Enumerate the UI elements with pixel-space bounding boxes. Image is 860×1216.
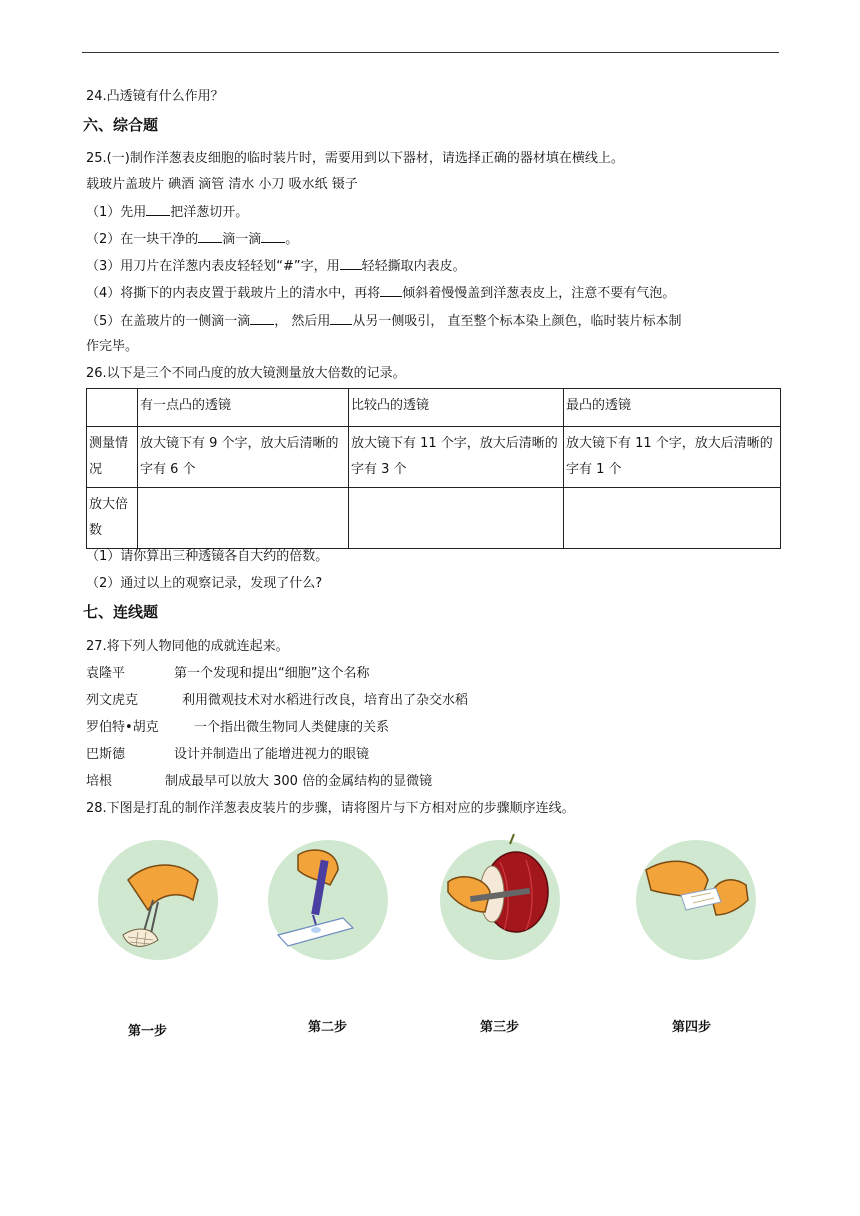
step-label[interactable]: 第三步 — [480, 1020, 520, 1035]
answer-blank[interactable] — [250, 312, 274, 325]
question-27-title: 27.将下列人物同他的成就连起来。 — [86, 639, 289, 654]
achievement[interactable]: 利用微观技术对水稻进行改良，培育出了杂交水稻 — [182, 693, 469, 708]
achievement[interactable]: 制成最早可以放大 300 倍的金属结构的显微镜 — [165, 774, 433, 789]
table-header-cell: 比较凸的透镜 — [349, 389, 564, 427]
table-cell: 放大镜下有 9 个字，放大后清晰的字有 6 个 — [138, 427, 349, 488]
question-25-step-4: （4）将撕下的内表皮置于载玻片上的清水中，再将 倾斜着慢慢盖到洋葱表皮上，注意不要有气泡。 — [86, 286, 676, 301]
answer-cell[interactable] — [138, 488, 349, 549]
question-24: 24.凸透镜有什么作用？ — [86, 89, 224, 104]
header-rule — [82, 52, 779, 53]
question-25-step-1: （1）先用 把洋葱切开。 — [86, 205, 249, 220]
question-25-title: 25.(一)制作洋葱表皮细胞的临时装片时，需要用到以下器材，请选择正确的器材填在横线上。 — [86, 151, 624, 166]
answer-cell[interactable] — [564, 488, 781, 549]
section-6-heading: 六、综合题 — [83, 116, 159, 134]
achievement[interactable]: 第一个发现和提出“细胞”这个名称 — [174, 666, 370, 681]
answer-blank[interactable] — [198, 230, 222, 243]
table-cell: 放大镜下有 11 个字，放大后清晰的字有 3 个 — [349, 427, 564, 488]
step-label[interactable]: 第一步 — [128, 1024, 168, 1039]
table-row — [87, 488, 781, 549]
person-name[interactable]: 罗伯特•胡克 — [86, 720, 159, 735]
table-cell: 放大镜下有 11 个字，放大后清晰的字有 1 个 — [564, 427, 781, 488]
question-26-sub-1: （1）请你算出三种透镜各自大约的倍数。 — [86, 549, 329, 564]
step-label[interactable]: 第二步 — [308, 1020, 348, 1035]
magnifier-record-table — [86, 388, 781, 549]
answer-blank[interactable] — [380, 284, 402, 297]
question-25-step-5-cont: 作完毕。 — [86, 339, 139, 354]
answer-blank[interactable] — [261, 230, 285, 243]
table-header-cell: 最凸的透镜 — [564, 389, 781, 427]
table-row — [87, 427, 781, 488]
question-25-materials: 载玻片盖玻片 碘酒 滴管 清水 小刀 吸水纸 镊子 — [86, 177, 358, 192]
answer-cell[interactable] — [349, 488, 564, 549]
question-25-step-5: （5）在盖玻片的一侧滴一滴 ， 然后用 从另一侧吸引， 直至整个标本染上颜色，临时装片标本制 — [86, 314, 682, 329]
table-header-row — [87, 389, 781, 427]
onion-knife-icon — [430, 832, 580, 962]
question-26-title: 26.以下是三个不同凸度的放大镜测量放大倍数的记录。 — [86, 366, 406, 381]
step-label[interactable]: 第四步 — [672, 1020, 712, 1035]
answer-blank[interactable] — [330, 312, 352, 325]
achievement[interactable]: 一个指出微生物同人类健康的关系 — [194, 720, 390, 735]
row-label: 测量情况 — [87, 427, 138, 488]
step-image-coverslip[interactable] — [636, 840, 756, 960]
person-name[interactable]: 列文虎克 — [86, 693, 139, 708]
question-28-title: 28.下图是打乱的制作洋葱表皮装片的步骤，请将图片与下方相对应的步骤顺序连线。 — [86, 801, 575, 816]
row-label: 放大倍数 — [87, 488, 138, 549]
question-25-step-3: （3）用刀片在洋葱内表皮轻轻划“#”字，用 轻轻撕取内表皮。 — [86, 259, 466, 274]
hands-coverslip-icon — [636, 840, 756, 960]
hand-tweezers-icon — [98, 840, 218, 960]
answer-blank[interactable] — [146, 203, 170, 216]
table-cell — [87, 389, 138, 427]
question-26-sub-2: （2）通过以上的观察记录，发现了什么? — [86, 576, 323, 591]
step-image-onion-cut[interactable] — [440, 840, 560, 960]
achievement[interactable]: 设计并制造出了能增进视力的眼镜 — [174, 747, 370, 762]
person-name[interactable]: 袁隆平 — [86, 666, 126, 681]
person-name[interactable]: 巴斯德 — [86, 747, 126, 762]
section-7-heading: 七、连线题 — [83, 603, 159, 621]
person-name[interactable]: 培根 — [86, 774, 113, 789]
answer-blank[interactable] — [340, 257, 362, 270]
table-header-cell: 有一点凸的透镜 — [138, 389, 349, 427]
dropper-slide-icon — [268, 840, 388, 960]
step-image-dropper[interactable] — [268, 840, 388, 960]
step-image-tweezers[interactable] — [98, 840, 218, 960]
question-25-step-2: （2）在一块干净的 滴一滴 。 — [86, 232, 299, 247]
